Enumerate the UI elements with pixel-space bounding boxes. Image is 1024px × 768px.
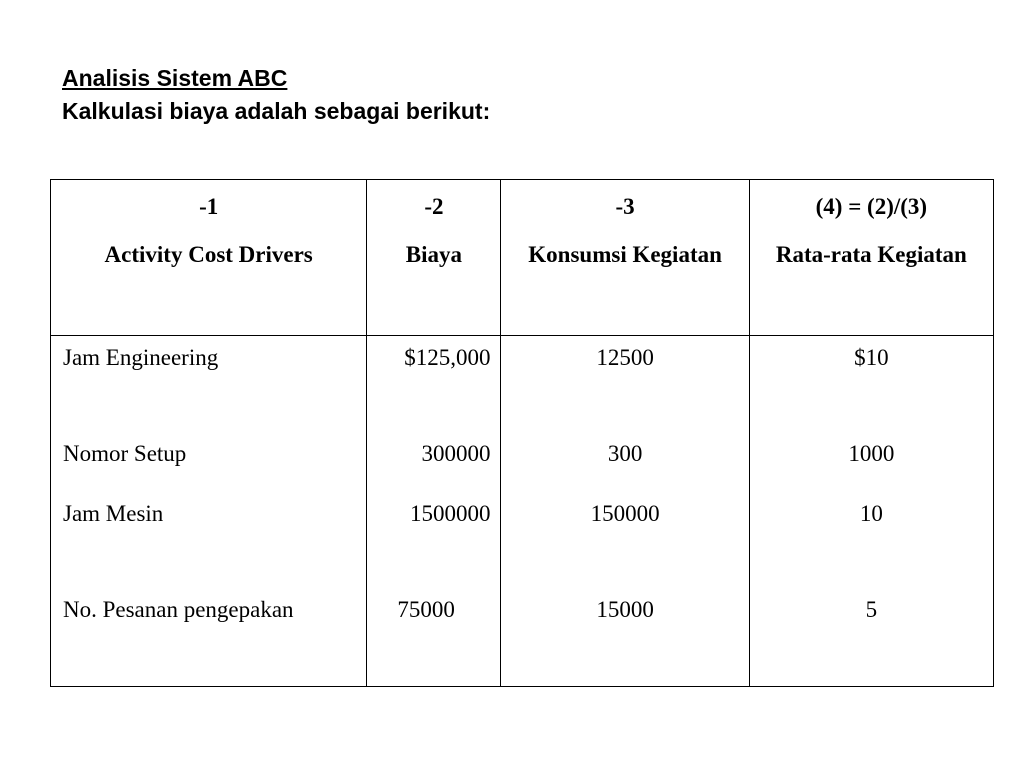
table-body-row: [51, 336, 994, 687]
column-number: (4) = (2)/(3): [815, 194, 928, 219]
column-number: -1: [199, 194, 219, 219]
table-cell-rata-rata: 5: [865, 597, 878, 622]
page-title: Analisis Sistem ABC: [62, 65, 288, 91]
table-cell-konsumsi: 15000: [596, 597, 654, 622]
table-cell-konsumsi: 150000: [590, 501, 660, 526]
column-header-konsumsi: [501, 180, 749, 336]
column-header-biaya: [367, 180, 501, 336]
table-cell-biaya: 1500000: [409, 501, 491, 526]
column-number: -3: [615, 194, 635, 219]
table-cell-konsumsi: 12500: [596, 345, 654, 370]
table-cell-rata-rata: 10: [859, 501, 883, 526]
page-subtitle: Kalkulasi biaya adalah sebagai berikut:: [62, 98, 491, 124]
column-label: Biaya: [405, 242, 463, 267]
column-header-drivers: [51, 180, 367, 336]
biaya-column-cell: [367, 336, 501, 687]
table-cell-konsumsi: 300: [607, 441, 643, 466]
column-header-rata-rata: [749, 180, 993, 336]
table-cell-biaya: $125,000: [404, 345, 491, 370]
column-number: -2: [424, 194, 444, 219]
table-cell-driver: No. Pesanan pengepakan: [63, 597, 294, 622]
abc-cost-table: [50, 179, 994, 687]
table-cell-biaya: 75000: [397, 597, 455, 622]
table-header-row: [51, 180, 994, 336]
table-cell-rata-rata: 1000: [848, 441, 895, 466]
heading-block: [62, 62, 490, 128]
rata-rata-column-cell: [749, 336, 993, 687]
column-label: Rata-rata Kegiatan: [775, 242, 967, 267]
table-cell-rata-rata: $10: [854, 345, 889, 370]
table-cell-driver: Jam Mesin: [63, 501, 164, 526]
table-cell-driver: Nomor Setup: [63, 441, 187, 466]
column-label: Konsumsi Kegiatan: [528, 242, 722, 267]
konsumsi-column-cell: [501, 336, 749, 687]
column-label: Activity Cost Drivers: [104, 242, 313, 267]
table-cell-biaya: 300000: [421, 441, 491, 466]
drivers-column-cell: [51, 336, 367, 687]
table-cell-driver: Jam Engineering: [63, 345, 219, 370]
